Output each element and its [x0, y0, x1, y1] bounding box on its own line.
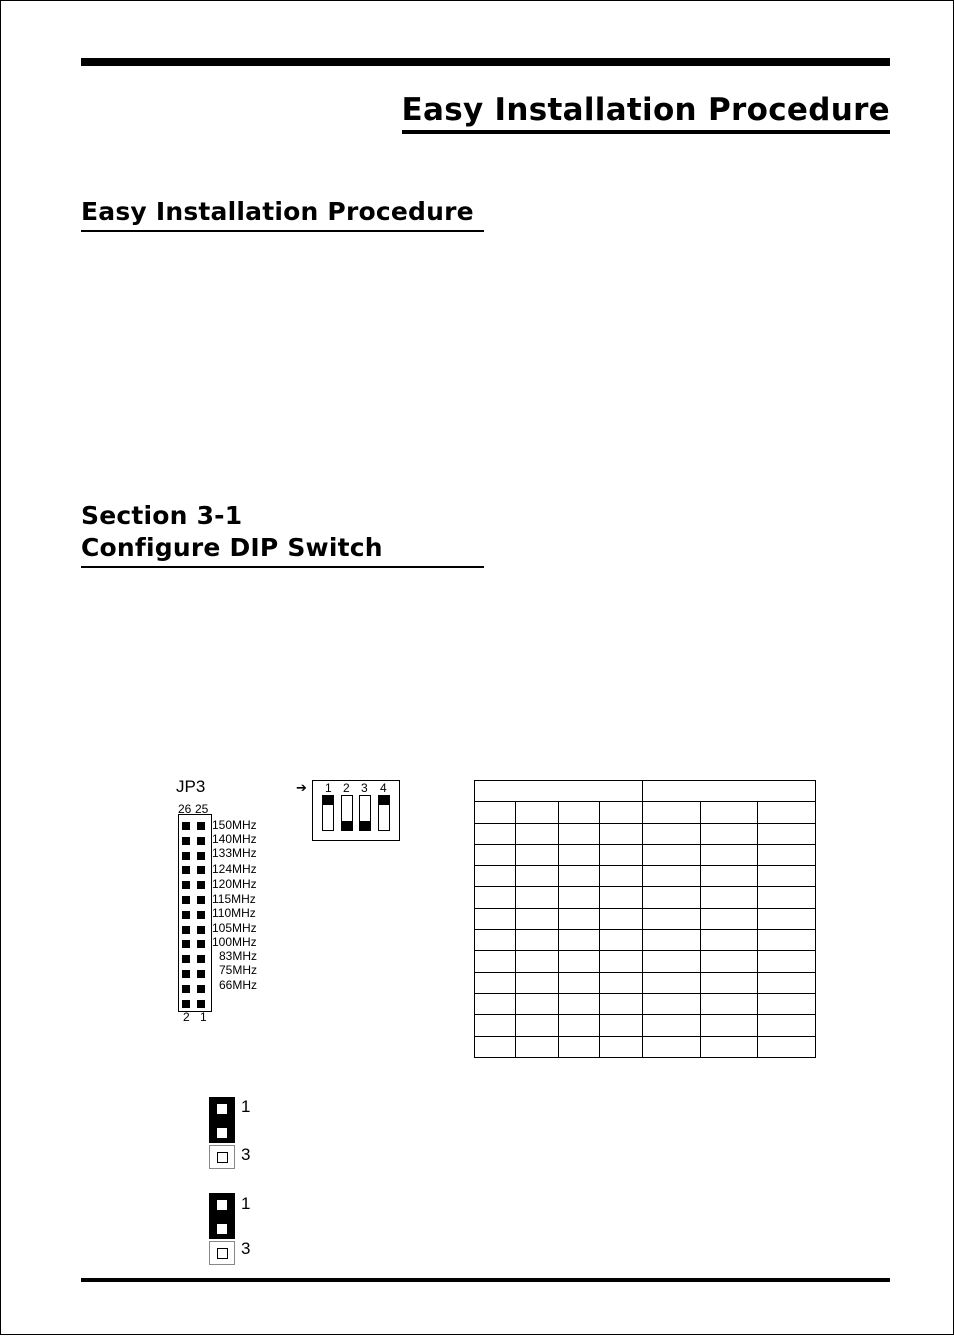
table-cell	[758, 908, 816, 929]
table-cell	[516, 908, 559, 929]
freq-label: 120MHz	[212, 877, 257, 891]
table-cell	[701, 823, 758, 844]
jp3-pin	[182, 822, 190, 830]
dip-switch-lever	[378, 795, 390, 831]
jp3-pin-1: 1	[200, 1010, 207, 1024]
table-row	[475, 993, 816, 1014]
dip-number: 1	[325, 781, 332, 795]
table-cell	[475, 887, 516, 908]
jp3-pin	[182, 866, 190, 874]
table-cell	[559, 972, 600, 993]
table-cell	[758, 993, 816, 1014]
table-cell	[475, 993, 516, 1014]
table-cell	[516, 951, 559, 972]
table-cell	[643, 866, 701, 887]
table-row	[475, 823, 816, 844]
table-cell	[475, 951, 516, 972]
table-cell	[559, 866, 600, 887]
jp3-pin	[182, 881, 190, 889]
dip-number: 2	[343, 781, 350, 795]
table-header-row	[475, 781, 816, 802]
jp3-pin	[182, 1000, 190, 1008]
table-row	[475, 930, 816, 951]
table-cell	[643, 781, 816, 802]
table-cell	[600, 844, 643, 865]
table-cell	[516, 993, 559, 1014]
table-cell	[559, 844, 600, 865]
table-cell	[600, 823, 643, 844]
dip-switch-knob	[342, 821, 352, 830]
freq-label: 66MHz	[219, 978, 258, 992]
dip-switch	[312, 780, 400, 841]
table-cell	[600, 887, 643, 908]
jumper-pin	[217, 1104, 227, 1114]
jp3-pin	[182, 940, 190, 948]
jp3-pin	[182, 970, 190, 978]
jp3-pin	[197, 837, 205, 845]
jp3-pin	[182, 926, 190, 934]
table-cell	[643, 1036, 701, 1057]
intro-heading: Easy Installation Procedure	[81, 197, 474, 226]
table-cell	[600, 972, 643, 993]
table-row	[475, 908, 816, 929]
dip-switch-lever	[359, 795, 371, 831]
jumper-pin	[217, 1200, 227, 1210]
freq-label: 105MHz	[212, 921, 257, 935]
table-cell	[600, 1036, 643, 1057]
table-cell	[701, 887, 758, 908]
table-cell	[559, 1015, 600, 1036]
section-title: Configure DIP Switch	[81, 533, 383, 562]
table-cell	[701, 930, 758, 951]
table-row	[475, 844, 816, 865]
table-cell	[758, 823, 816, 844]
section-number: Section 3-1	[81, 501, 243, 530]
table-row	[475, 866, 816, 887]
table-cell	[559, 823, 600, 844]
table-cell	[643, 823, 701, 844]
dip-switch-knob	[379, 796, 389, 805]
jp3-pin	[182, 896, 190, 904]
table-cell	[516, 844, 559, 865]
table-row	[475, 1036, 816, 1057]
freq-label: 150MHz	[212, 818, 257, 832]
table-cell	[516, 1036, 559, 1057]
bottom-rule	[81, 1278, 890, 1282]
table-cell	[643, 993, 701, 1014]
dip-switch-lever	[322, 795, 334, 831]
table-cell	[600, 802, 643, 823]
freq-label: 140MHz	[212, 832, 257, 846]
page-header-title: Easy Installation Procedure	[402, 92, 891, 134]
table-cell	[600, 930, 643, 951]
jp3-pin	[197, 911, 205, 919]
table-cell	[600, 866, 643, 887]
table-cell	[559, 908, 600, 929]
top-rule	[81, 58, 890, 66]
table-cell	[559, 993, 600, 1014]
jp3-pin	[197, 926, 205, 934]
jumper-pin	[217, 1128, 227, 1138]
table-cell	[475, 1036, 516, 1057]
table-cell	[643, 951, 701, 972]
table-cell	[475, 908, 516, 929]
dip-switch-knob	[360, 821, 370, 830]
table-cell	[758, 844, 816, 865]
freq-label: 115MHz	[212, 892, 256, 906]
jp3-pin	[197, 852, 205, 860]
freq-label: 110MHz	[212, 906, 256, 920]
jumper-pin-open	[209, 1241, 235, 1265]
table-cell	[475, 802, 516, 823]
table-cell	[559, 1036, 600, 1057]
dip-switch-knob	[323, 796, 333, 805]
freq-label: 83MHz	[219, 949, 258, 963]
table-cell	[475, 844, 516, 865]
jumper-pin-label: 3	[241, 1239, 251, 1258]
table-cell	[701, 802, 758, 823]
table-cell	[559, 802, 600, 823]
table-cell	[701, 1015, 758, 1036]
table-cell	[516, 823, 559, 844]
freq-label: 133MHz	[212, 846, 257, 860]
freq-label: 75MHz	[219, 963, 258, 977]
jp3-pin-25: 25	[195, 802, 209, 816]
freq-label: 124MHz	[212, 862, 257, 876]
table-cell	[701, 908, 758, 929]
table-cell	[600, 993, 643, 1014]
table-cell	[475, 866, 516, 887]
table-cell	[758, 866, 816, 887]
table-cell	[516, 887, 559, 908]
table-cell	[758, 887, 816, 908]
jp3-pin	[182, 852, 190, 860]
jp3-pin	[197, 822, 205, 830]
table-cell	[643, 887, 701, 908]
table-cell	[600, 908, 643, 929]
table-cell	[701, 844, 758, 865]
jp3-pin	[197, 985, 205, 993]
jp3-pin-2: 2	[183, 1010, 190, 1024]
jp3-pin	[197, 970, 205, 978]
table-cell	[758, 951, 816, 972]
table-row	[475, 802, 816, 823]
dip-switch-lever	[341, 795, 353, 831]
jumper-pin-label: 3	[241, 1145, 251, 1164]
jumper-pin	[217, 1224, 227, 1234]
table-cell	[475, 1015, 516, 1036]
jp3-pin-26: 26	[178, 802, 192, 816]
table-cell	[643, 930, 701, 951]
jp3-pin	[197, 1000, 205, 1008]
jumper-pin-label: 1	[241, 1097, 251, 1116]
dip-number: 4	[380, 781, 387, 795]
table-cell	[643, 908, 701, 929]
section-heading-underline	[81, 566, 484, 568]
freq-label: 100MHz	[212, 935, 257, 949]
table-cell	[643, 802, 701, 823]
dip-setting-table	[474, 780, 816, 1058]
jp3-pin	[197, 881, 205, 889]
table-cell	[516, 802, 559, 823]
table-cell	[758, 1036, 816, 1057]
jp3-pin	[182, 911, 190, 919]
table-cell	[475, 930, 516, 951]
jp3-header-box	[178, 814, 212, 1012]
jp3-pin	[197, 896, 205, 904]
table-cell	[643, 844, 701, 865]
jp3-pin	[182, 837, 190, 845]
table-cell	[516, 972, 559, 993]
jp3-pin	[197, 940, 205, 948]
table-row	[475, 887, 816, 908]
table-cell	[559, 951, 600, 972]
table-cell	[516, 1015, 559, 1036]
table-cell	[758, 1015, 816, 1036]
table-cell	[600, 1015, 643, 1036]
table-row	[475, 972, 816, 993]
table-row	[475, 951, 816, 972]
jumper-pin-open	[209, 1145, 235, 1169]
table-cell	[701, 993, 758, 1014]
table-cell	[643, 1015, 701, 1036]
jp3-pin	[182, 985, 190, 993]
table-cell	[475, 823, 516, 844]
table-cell	[758, 972, 816, 993]
dip-number: 3	[361, 781, 368, 795]
table-cell	[701, 866, 758, 887]
table-cell	[516, 866, 559, 887]
table-cell	[559, 887, 600, 908]
table-cell	[516, 930, 559, 951]
intro-heading-underline	[81, 230, 484, 232]
table-cell	[758, 930, 816, 951]
table-cell	[701, 972, 758, 993]
table-cell	[701, 951, 758, 972]
table-cell	[758, 802, 816, 823]
table-cell	[559, 930, 600, 951]
jumper-pin-label: 1	[241, 1194, 251, 1213]
jp3-label: JP3	[176, 777, 206, 796]
arrow-right-icon: ➔	[296, 781, 307, 796]
table-row	[475, 1015, 816, 1036]
table-body	[475, 802, 816, 1058]
jp3-pin	[182, 955, 190, 963]
jp3-pin	[197, 866, 205, 874]
table-cell	[643, 972, 701, 993]
table-cell	[475, 972, 516, 993]
table-cell	[701, 1036, 758, 1057]
jp3-pin	[197, 955, 205, 963]
table-cell	[600, 951, 643, 972]
table-cell	[475, 781, 643, 802]
